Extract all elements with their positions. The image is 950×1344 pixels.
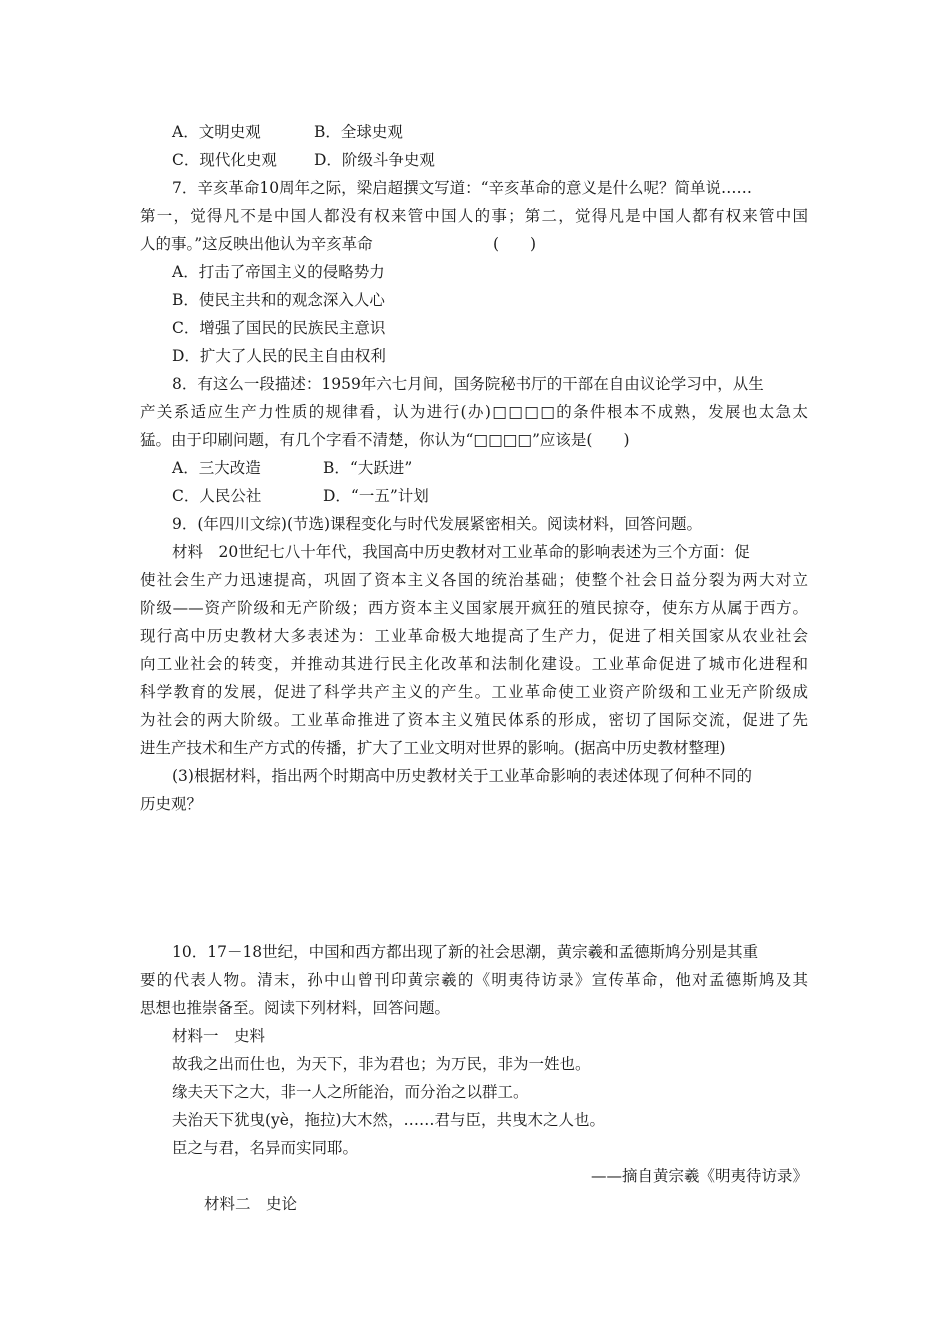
q7-stem-line2: 第一，觉得凡不是中国人都没有权来管中国人的事；第二，觉得凡是中国人都有权来管中国 (140, 207, 808, 225)
q8-option-c: C．人民公社 (172, 487, 262, 505)
q10-material2-title: 材料二 史论 (204, 1195, 298, 1213)
q10-stem-line3: 思想也推崇备至。阅读下列材料，回答问题。 (140, 999, 451, 1017)
q7-option-c: C．增强了国民的民族民主意识 (172, 319, 386, 337)
q10-quote-source: ——摘自黄宗羲《明夷待访录》 (590, 1167, 808, 1185)
q9-material-line1: 材料 20世纪七八十年代，我国高中历史教材对工业革命的影响表述为三个方面：促 (172, 543, 750, 561)
q10-quote2: 缘夫天下之大，非一人之所能治，而分治之以群工。 (172, 1083, 529, 1101)
q9-question-line1: (3)根据材料，指出两个时期高中历史教材关于工业革命影响的表述体现了何种不同的 (172, 767, 752, 785)
q9-material-line4: 现行高中历史教材大多表述为：工业革命极大地提高了生产力，促进了相关国家从农业社会 (140, 627, 808, 645)
q6-option-c: C．现代化史观 (172, 151, 277, 169)
q9-material-line3: 阶级——资产阶级和无产阶级；西方资本主义国家展开疯狂的殖民掠夺，使东方从属于西方。 (140, 599, 808, 617)
q7-option-b: B．使民主共和的观念深入人心 (172, 291, 385, 309)
q10-stem-line1: 10．17－18世纪，中国和西方都出现了新的社会思潮，黄宗羲和孟德斯鸠分别是其重 (172, 943, 759, 961)
q7-option-a: A．打击了帝国主义的侵略势力 (172, 263, 385, 281)
q7-answer-bracket: ( ) (493, 235, 537, 253)
q10-quote4: 臣之与君，名异而实同耶。 (172, 1139, 359, 1157)
q7-stem-line3: 人的事。”这反映出他认为辛亥革命 (140, 235, 373, 253)
q9-material-line5: 向工业社会的转变，并推动其进行民主化改革和法制化建设。工业革命促进了城市化进程和 (140, 655, 808, 673)
q7-stem-line1: 7．辛亥革命10周年之际，梁启超撰文写道：“辛亥革命的意义是什么呢？简单说…… (172, 179, 753, 197)
q8-option-b: B．“大跃进” (323, 459, 413, 477)
q7-option-d: D．扩大了人民的民主自由权利 (172, 347, 386, 365)
q6-option-a: A．文明史观 (172, 123, 261, 141)
q8-stem-line3: 猛。由于印刷问题，有几个字看不清楚，你认为“□□□□”应该是( ) (140, 431, 630, 449)
q10-quote3: 夫治天下犹曳(yè，拖拉)大木然，……君与臣，共曳木之人也。 (172, 1111, 606, 1129)
q8-option-d: D．“一五”计划 (323, 487, 429, 505)
q9-question-line2: 历史观？ (140, 795, 203, 813)
q6-option-d: D．阶级斗争史观 (314, 151, 435, 169)
q10-material1-title: 材料一 史料 (172, 1027, 266, 1045)
q8-option-a: A．三大改造 (172, 459, 261, 477)
q9-material-line2: 使社会生产力迅速提高，巩固了资本主义各国的统治基础；使整个社会日益分裂为两大对立 (140, 571, 808, 589)
q8-stem-line2: 产关系适应生产力性质的规律看，认为进行(办)□□□□的条件根本不成熟，发展也太急太 (140, 403, 808, 421)
q9-material-line6: 科学教育的发展，促进了科学共产主义的产生。工业革命使工业资产阶级和工业无产阶级成 (140, 683, 808, 701)
q10-stem-line2: 要的代表人物。清末，孙中山曾刊印黄宗羲的《明夷待访录》宣传革命，他对孟德斯鸠及其 (140, 971, 808, 989)
q6-option-b: B．全球史观 (314, 123, 403, 141)
q9-material-line8: 进生产技术和生产方式的传播，扩大了工业文明对世界的影响。(据高中历史教材整理) (140, 739, 726, 757)
q10-quote1: 故我之出而仕也，为天下，非为君也；为万民，非为一姓也。 (172, 1055, 591, 1073)
q9-material-line7: 为社会的两大阶级。工业革命推进了资本主义殖民体系的形成，密切了国际交流，促进了先 (140, 711, 808, 729)
q8-stem-line1: 8．有这么一段描述：1959年六七月间，国务院秘书厅的干部在自由议论学习中，从生 (172, 375, 764, 393)
q9-stem: 9．(年四川文综)(节选)课程变化与时代发展紧密相关。阅读材料，回答问题。 (172, 515, 703, 533)
